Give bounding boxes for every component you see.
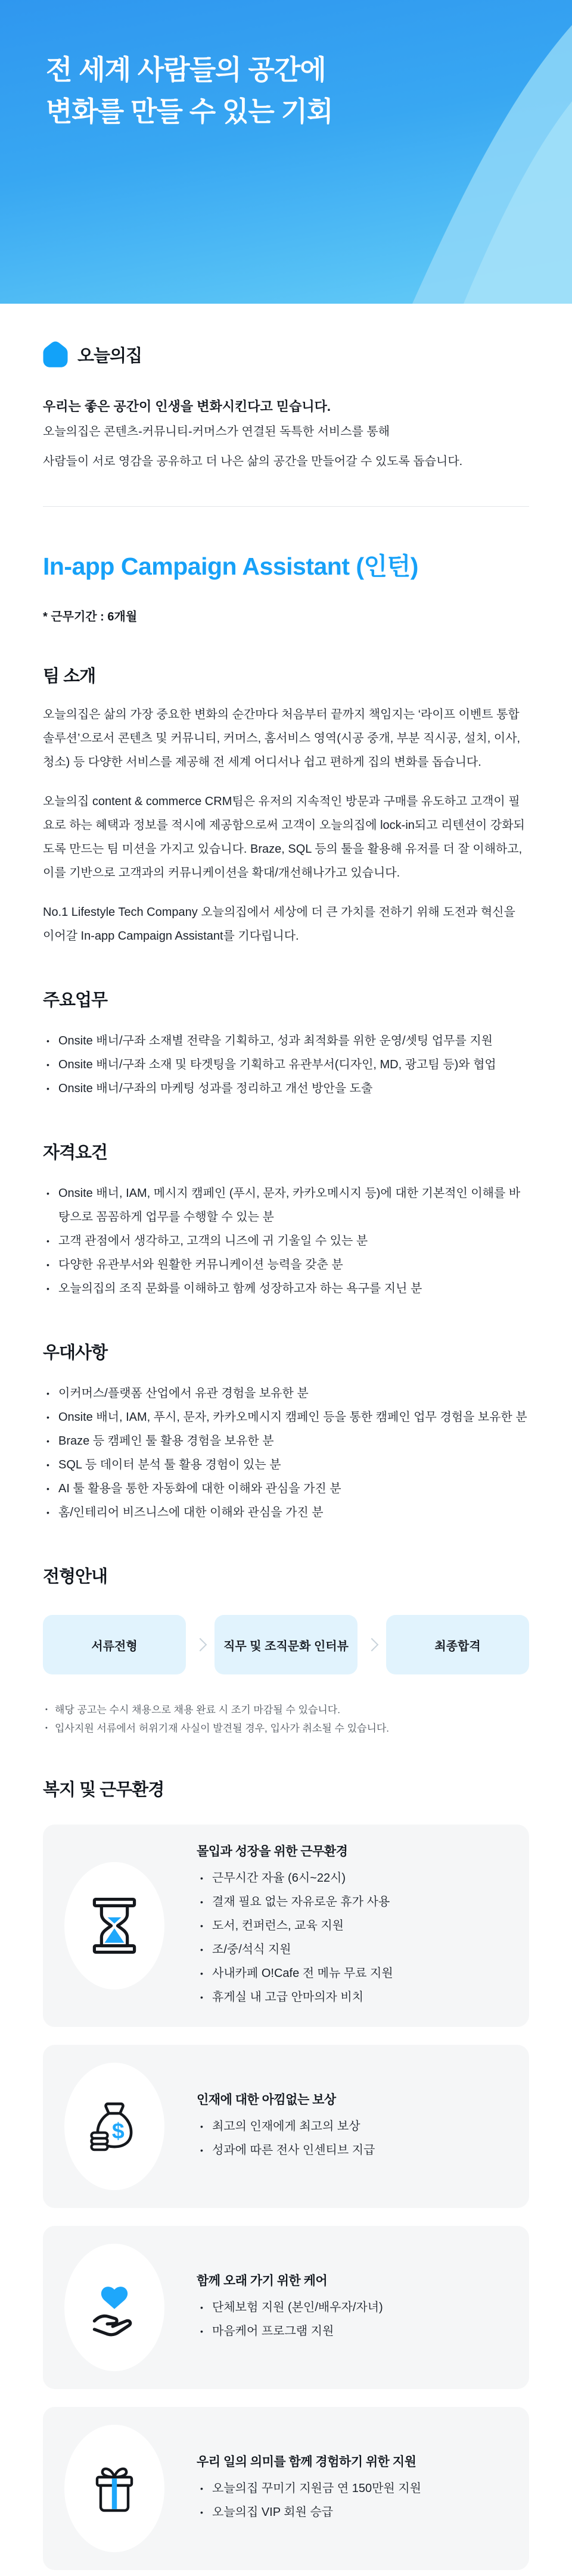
duties-list (43, 1029, 529, 1100)
process-notes (43, 1701, 529, 1738)
list-item: • 고객 관점에서 생각하고, 고객의 니즈에 귀 기울일 수 있는 분 (43, 1229, 529, 1253)
team-paragraph: 오늘의집은 삶의 가장 중요한 변화의 순간마다 처음부터 끝까지 책임지는 ‘라이프 이벤트 통합 솔루션’으로서 콘텐츠 및 커뮤니티, 커머스, 홈서비스 영역(시공 중개, 부분 직시공, 설치, 이사, 청소) 등 다양한 서비스를 제공해 전 세계 어디서나 쉽고 편하게 집의 변화를 돕습니다. (43, 708, 521, 769)
job-title: In-app Campaign Assistant (인턴) (43, 553, 418, 580)
list-item: • 입사지원 서류에서 허위기재 사실이 발견될 경우, 입사가 취소될 수 있습니다. (43, 1719, 529, 1738)
team-paragraph: No.1 Lifestyle Tech Company 오늘의집에서 세상에 더 큰 가치를 전하기 위해 도전과 혁신을 이어갈 In-app Campaign Assistant를 기다립니다. (43, 906, 515, 943)
section-heading-process: 전형안내 (43, 1567, 108, 1586)
chevron-right-icon (365, 1638, 379, 1652)
list-item: • 마음케어 프로그램 지원 (197, 2319, 503, 2343)
list-item: • SQL 등 데이터 분석 툴 활용 경험이 있는 분 (43, 1453, 529, 1477)
company-intro (43, 397, 529, 476)
process-step-card: 최종합격 (386, 1615, 529, 1674)
list-item: • 다양한 유관부서와 원활한 커뮤니케이션 능력을 갖춘 분 (43, 1253, 529, 1277)
hero-banner (0, 0, 572, 304)
list-item: • 결재 필요 없는 자유로운 휴가 사용 (197, 1890, 503, 1914)
hero-title-line2: 변화를 만들 수 있는 기회 (46, 96, 333, 127)
process-steps (43, 1615, 529, 1674)
list-item: • 오늘의집 VIP 회원 승급 (197, 2500, 503, 2524)
process-step-card: 서류전형 (43, 1615, 186, 1674)
list-item: • 도서, 컨퍼런스, 교육 지원 (197, 1914, 503, 1938)
list-item: • Onsite 배너/구좌의 마케팅 성과를 정리하고 개선 방안을 도출 (43, 1077, 529, 1100)
list-item: • 최고의 인재에게 최고의 보상 (197, 2115, 503, 2138)
list-item: • 성과에 따른 전사 인센티브 지급 (197, 2138, 503, 2162)
hourglass-icon (64, 1862, 164, 1989)
list-item: • 홈/인테리어 비즈니스에 대한 이해와 관심을 가진 분 (43, 1501, 529, 1524)
list-item: • 휴게실 내 고급 안마의자 비치 (197, 1985, 503, 2009)
benefit-card-title: 인재에 대한 아낌없는 보상 (197, 2093, 336, 2107)
divider (43, 506, 529, 507)
benefit-items (197, 2296, 503, 2343)
content-area (43, 341, 529, 2576)
benefit-card-work-environment (43, 1825, 529, 2027)
section-heading-benefits: 복지 및 근무환경 (43, 1780, 164, 1800)
list-item: • Onsite 배너, IAM, 메시지 캠페인 (푸시, 문자, 카카오메시지 등)에 대한 기본적인 이해를 바탕으로 꼼꼼하게 업무를 수행할 수 있는 분 (43, 1181, 529, 1229)
list-item: • Onsite 배너/구좌 소재 및 타겟팅을 기획하고 유관부서(디자인, MD, 광고팀 등)와 협업 (43, 1053, 529, 1077)
list-item: • 조/중/석식 지원 (197, 1938, 503, 1961)
benefit-card-experience-support (43, 2407, 529, 2570)
list-item: • Onsite 배너/구좌 소재별 전략을 기획하고, 성과 최적화를 위한 운영/셋팅 업무를 지원 (43, 1029, 529, 1053)
benefit-items (197, 2477, 503, 2524)
benefit-card-care (43, 2226, 529, 2389)
hero-title (46, 49, 332, 132)
gift-icon (64, 2425, 164, 2552)
benefit-card-title: 함께 오래 가기 위한 케어 (197, 2274, 328, 2288)
intro-line-2: 사람들이 서로 영감을 공유하고 더 나은 삶의 공간을 만들어갈 수 있도록 돕습니다. (43, 455, 463, 468)
heart-in-hand-icon (64, 2244, 164, 2371)
section-heading-preferred: 우대사항 (43, 1343, 108, 1362)
team-paragraph: 오늘의집 content & commerce CRM팀은 유저의 지속적인 방문과 구매를 유도하고 고객이 필요로 하는 혜택과 정보를 적시에 제공함으로써 고객이 오늘의집에 lock-in되고 리텐션이 강화되도록 만드는 팀 미션을 가지고 있습니다. Braze, SQL 등의 툴을 활용해 유저를 더 잘 이해하고, 이를 기반으로 고객과의 커뮤니케이션을 확대/개선해나가고 있습니다. (43, 795, 525, 880)
list-item: • Braze 등 캠페인 툴 활용 경험을 보유한 분 (43, 1429, 529, 1453)
svg-text:$: $ (111, 2117, 125, 2143)
preferred-list (43, 1381, 529, 1524)
list-item: • 오늘의집 꾸미기 지원금 연 150만원 지원 (197, 2477, 503, 2500)
intro-headline: 우리는 좋은 공간이 인생을 변화시킨다고 믿습니다. (43, 399, 331, 414)
qualifications-list (43, 1181, 529, 1301)
benefit-card-title: 몰입과 성장을 위한 근무환경 (197, 1845, 348, 1858)
section-heading-duties: 주요업무 (43, 991, 108, 1010)
chevron-right-icon (194, 1638, 207, 1652)
ohouse-logo-icon (43, 341, 68, 368)
list-item: • Onsite 배너, IAM, 푸시, 문자, 카카오메시지 캠페인 등을 통한 캠페인 업무 경험을 보유한 분 (43, 1405, 529, 1429)
list-item: • 사내카페 O!Cafe 전 메뉴 무료 지원 (197, 1961, 503, 1985)
section-heading-qualifications: 자격요건 (43, 1143, 108, 1162)
money-bag-icon (64, 2063, 164, 2190)
benefit-items (197, 1866, 503, 2009)
brand-row (43, 341, 529, 368)
list-item: • 근무시간 자율 (6시~22시) (197, 1866, 503, 1890)
hero-wave-decoration (0, 0, 572, 304)
list-item: • AI 툴 활용을 통한 자동화에 대한 이해와 관심을 가진 분 (43, 1477, 529, 1501)
list-item: • 해당 공고는 수시 채용으로 채용 완료 시 조기 마감될 수 있습니다. (43, 1701, 529, 1719)
section-heading-team: 팀 소개 (43, 667, 96, 686)
list-item: • 단체보험 지원 (본인/배우자/자녀) (197, 2296, 503, 2319)
benefit-card-compensation (43, 2045, 529, 2208)
list-item: • 오늘의집의 조직 문화를 이해하고 함께 성장하고자 하는 욕구를 지닌 분 (43, 1277, 529, 1301)
intro-line-1: 오늘의집은 콘텐츠-커뮤니티-커머스가 연결된 독특한 서비스를 통해 (43, 425, 390, 438)
process-step-card: 직무 및 조직문화 인터뷰 (214, 1615, 358, 1674)
hero-title-line1: 전 세계 사람들의 공간에 (46, 54, 326, 85)
benefit-card-title: 우리 일의 의미를 함께 경험하기 위한 지원 (197, 2455, 416, 2469)
brand-name: 오늘의집 (77, 346, 142, 366)
benefit-items (197, 2115, 503, 2162)
job-period: * 근무기간 : 6개월 (43, 610, 138, 623)
list-item: • 이커머스/플랫폼 산업에서 유관 경험을 보유한 분 (43, 1381, 529, 1405)
